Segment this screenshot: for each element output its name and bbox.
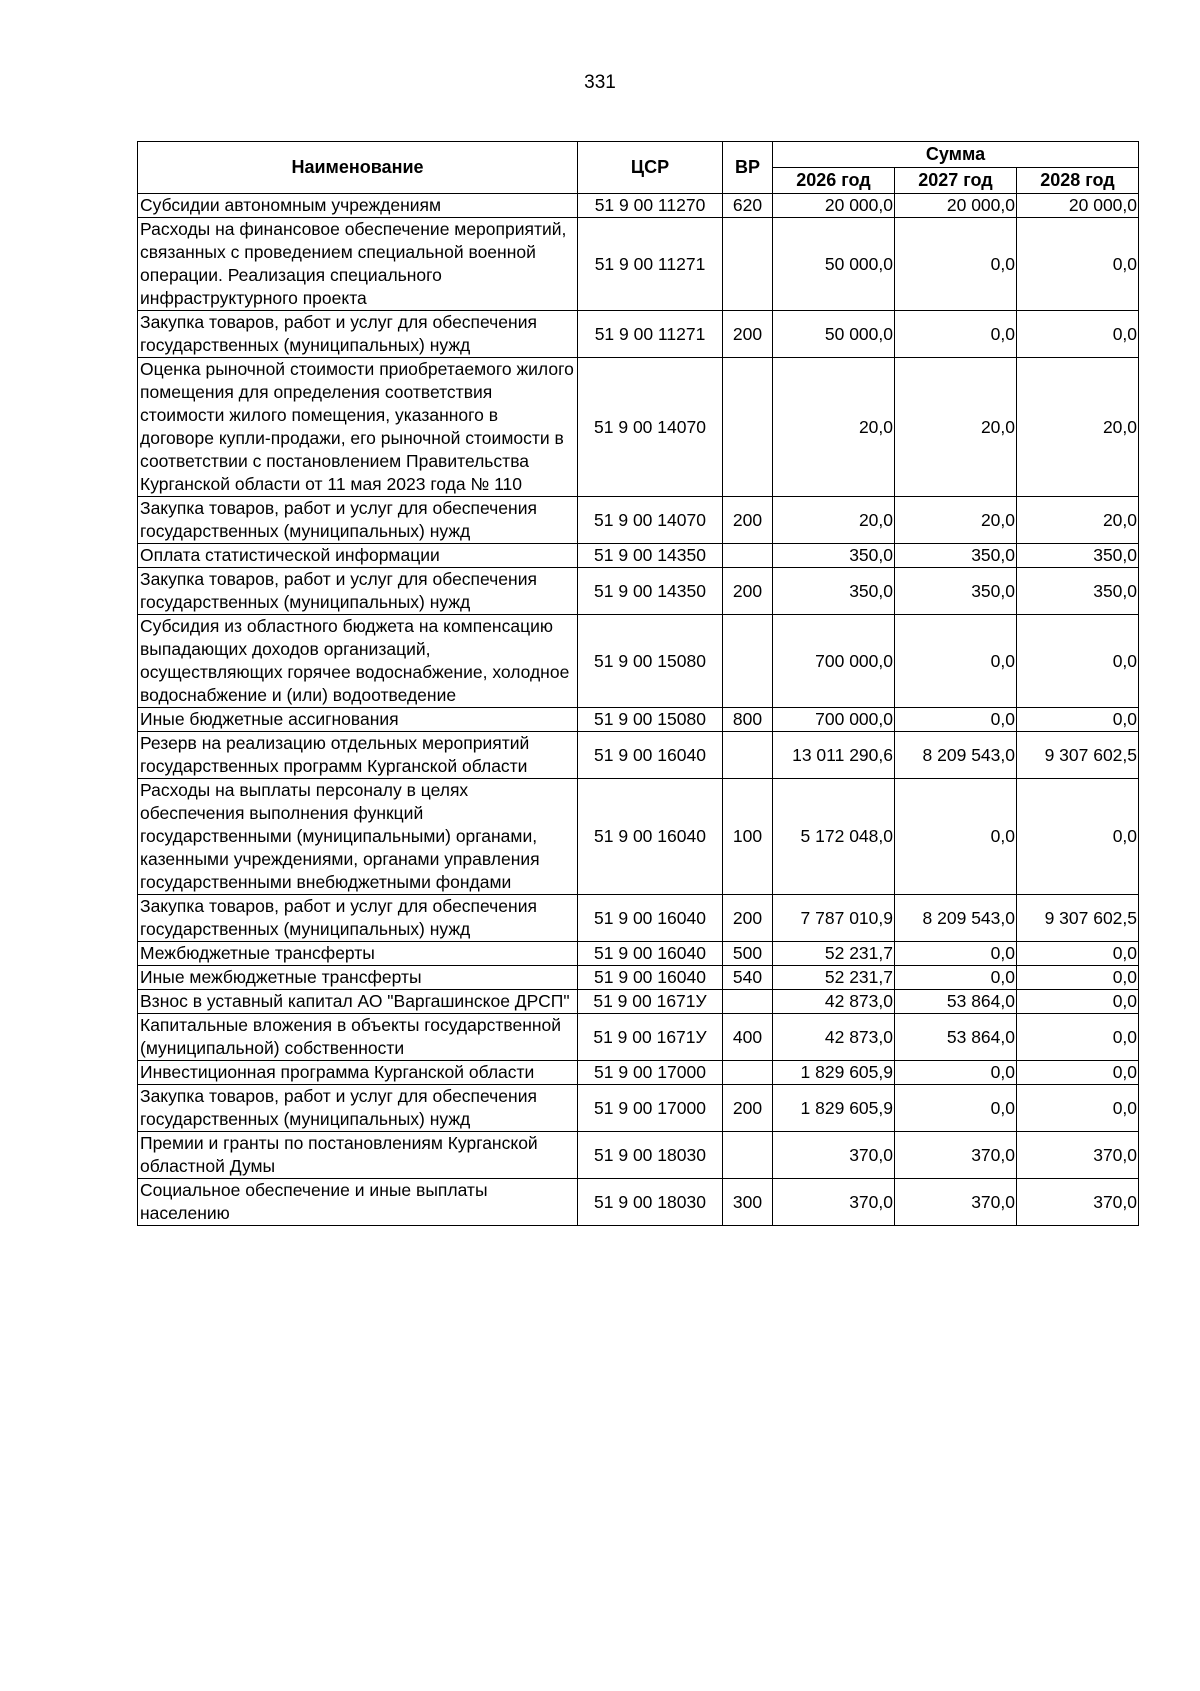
cell-vr: 400 [723,1014,773,1061]
cell-amount-2026: 52 231,7 [773,966,895,990]
table-row [138,311,1139,358]
cell-vr [723,990,773,1014]
cell-csr: 51 9 00 14070 [578,497,723,544]
budget-table [137,141,1139,1226]
cell-amount-2027: 0,0 [895,218,1017,311]
cell-name: Закупка товаров, работ и услуг для обеспечения государственных (муниципальных) нужд [138,895,578,942]
header-csr: ЦСР [578,142,723,194]
cell-name: Оценка рыночной стоимости приобретаемого жилого помещения для определения соответствия стоимости жилого помещения, указанного в договоре купли-продажи, его рыночной стоимости в соответствии с постановлением Правительства Курганской области от 11 мая 2023 года № 110 [138,358,578,497]
cell-vr: 800 [723,708,773,732]
header-vr: ВР [723,142,773,194]
cell-amount-2027: 0,0 [895,779,1017,895]
cell-amount-2027: 0,0 [895,615,1017,708]
cell-name: Межбюджетные трансферты [138,942,578,966]
cell-name: Социальное обеспечение и иные выплаты населению [138,1179,578,1226]
cell-amount-2028: 350,0 [1017,544,1139,568]
cell-csr: 51 9 00 17000 [578,1061,723,1085]
cell-amount-2028: 0,0 [1017,218,1139,311]
cell-amount-2028: 0,0 [1017,311,1139,358]
cell-csr: 51 9 00 16040 [578,779,723,895]
cell-amount-2028: 0,0 [1017,615,1139,708]
cell-amount-2028: 0,0 [1017,966,1139,990]
cell-amount-2028: 9 307 602,5 [1017,895,1139,942]
cell-amount-2028: 370,0 [1017,1132,1139,1179]
cell-name: Закупка товаров, работ и услуг для обеспечения государственных (муниципальных) нужд [138,1085,578,1132]
table-row [138,1179,1139,1226]
cell-amount-2027: 0,0 [895,311,1017,358]
cell-vr [723,218,773,311]
cell-vr [723,358,773,497]
table-row [138,1132,1139,1179]
cell-amount-2026: 350,0 [773,544,895,568]
cell-amount-2026: 20,0 [773,497,895,544]
cell-amount-2028: 0,0 [1017,942,1139,966]
cell-vr: 300 [723,1179,773,1226]
cell-amount-2026: 50 000,0 [773,311,895,358]
table-row [138,990,1139,1014]
cell-amount-2028: 9 307 602,5 [1017,732,1139,779]
table-row [138,358,1139,497]
cell-amount-2027: 370,0 [895,1179,1017,1226]
cell-vr [723,1061,773,1085]
cell-csr: 51 9 00 16040 [578,732,723,779]
cell-amount-2027: 0,0 [895,966,1017,990]
cell-amount-2026: 700 000,0 [773,708,895,732]
table-body [138,194,1139,1226]
cell-amount-2027: 0,0 [895,708,1017,732]
cell-amount-2027: 20,0 [895,497,1017,544]
cell-csr: 51 9 00 18030 [578,1179,723,1226]
header-sum: Сумма [773,142,1139,168]
cell-vr [723,732,773,779]
cell-amount-2027: 350,0 [895,568,1017,615]
cell-amount-2028: 0,0 [1017,1014,1139,1061]
cell-amount-2026: 700 000,0 [773,615,895,708]
cell-name: Взнос в уставный капитал АО "Варгашинское ДРСП" [138,990,578,1014]
header-year-2027: 2027 год [895,168,1017,194]
cell-name: Иные бюджетные ассигнования [138,708,578,732]
cell-amount-2026: 7 787 010,9 [773,895,895,942]
cell-vr [723,1132,773,1179]
cell-csr: 51 9 00 15080 [578,708,723,732]
cell-amount-2027: 53 864,0 [895,990,1017,1014]
cell-name: Расходы на выплаты персоналу в целях обеспечения выполнения функций государственными (муниципальными) органами, казенными учреждениями, органами управления государственными внебюджетными фондами [138,779,578,895]
cell-csr: 51 9 00 14070 [578,358,723,497]
cell-amount-2028: 350,0 [1017,568,1139,615]
cell-amount-2027: 0,0 [895,942,1017,966]
cell-amount-2026: 1 829 605,9 [773,1061,895,1085]
cell-amount-2026: 5 172 048,0 [773,779,895,895]
cell-name: Резерв на реализацию отдельных мероприятий государственных программ Курганской области [138,732,578,779]
cell-csr: 51 9 00 18030 [578,1132,723,1179]
cell-name: Субсидия из областного бюджета на компенсацию выпадающих доходов организаций, осуществляющих горячее водоснабжение, холодное водоснабжение и (или) водоотведение [138,615,578,708]
cell-vr: 620 [723,194,773,218]
cell-vr: 200 [723,568,773,615]
table-row [138,615,1139,708]
cell-csr: 51 9 00 11271 [578,218,723,311]
cell-amount-2028: 20,0 [1017,358,1139,497]
cell-csr: 51 9 00 16040 [578,942,723,966]
cell-vr: 200 [723,311,773,358]
cell-amount-2028: 0,0 [1017,708,1139,732]
cell-csr: 51 9 00 1671У [578,1014,723,1061]
cell-amount-2026: 13 011 290,6 [773,732,895,779]
cell-name: Премии и гранты по постановлениям Курганской областной Думы [138,1132,578,1179]
table-row [138,497,1139,544]
cell-amount-2027: 370,0 [895,1132,1017,1179]
table-row [138,708,1139,732]
table-row [138,732,1139,779]
cell-csr: 51 9 00 11270 [578,194,723,218]
cell-amount-2027: 8 209 543,0 [895,732,1017,779]
cell-amount-2026: 52 231,7 [773,942,895,966]
cell-amount-2028: 20 000,0 [1017,194,1139,218]
cell-name: Субсидии автономным учреждениям [138,194,578,218]
cell-amount-2028: 20,0 [1017,497,1139,544]
cell-amount-2028: 0,0 [1017,990,1139,1014]
cell-amount-2026: 42 873,0 [773,1014,895,1061]
cell-csr: 51 9 00 1671У [578,990,723,1014]
table-row [138,544,1139,568]
cell-amount-2028: 0,0 [1017,1061,1139,1085]
cell-vr: 200 [723,895,773,942]
cell-vr: 500 [723,942,773,966]
cell-name: Закупка товаров, работ и услуг для обеспечения государственных (муниципальных) нужд [138,311,578,358]
table-row [138,568,1139,615]
cell-name: Инвестиционная программа Курганской области [138,1061,578,1085]
cell-name: Закупка товаров, работ и услуг для обеспечения государственных (муниципальных) нужд [138,497,578,544]
cell-csr: 51 9 00 16040 [578,966,723,990]
cell-amount-2027: 53 864,0 [895,1014,1017,1061]
cell-amount-2027: 20 000,0 [895,194,1017,218]
cell-amount-2026: 20,0 [773,358,895,497]
cell-amount-2028: 0,0 [1017,1085,1139,1132]
cell-csr: 51 9 00 14350 [578,568,723,615]
cell-csr: 51 9 00 14350 [578,544,723,568]
cell-amount-2027: 0,0 [895,1061,1017,1085]
table-row [138,779,1139,895]
cell-name: Закупка товаров, работ и услуг для обеспечения государственных (муниципальных) нужд [138,568,578,615]
cell-csr: 51 9 00 11271 [578,311,723,358]
cell-csr: 51 9 00 15080 [578,615,723,708]
cell-amount-2028: 370,0 [1017,1179,1139,1226]
table-row [138,1014,1139,1061]
table-row [138,966,1139,990]
table-row [138,895,1139,942]
page-number: 331 [584,72,616,93]
cell-name: Расходы на финансовое обеспечение мероприятий, связанных с проведением специальной военной операции. Реализация специального инфраструктурного проекта [138,218,578,311]
cell-csr: 51 9 00 16040 [578,895,723,942]
table-row [138,942,1139,966]
cell-name: Иные межбюджетные трансферты [138,966,578,990]
table-row [138,218,1139,311]
cell-amount-2026: 350,0 [773,568,895,615]
cell-amount-2026: 370,0 [773,1179,895,1226]
cell-amount-2026: 370,0 [773,1132,895,1179]
cell-amount-2028: 0,0 [1017,779,1139,895]
cell-vr: 200 [723,1085,773,1132]
cell-name: Капитальные вложения в объекты государственной (муниципальной) собственности [138,1014,578,1061]
cell-name: Оплата статистической информации [138,544,578,568]
cell-csr: 51 9 00 17000 [578,1085,723,1132]
cell-amount-2026: 42 873,0 [773,990,895,1014]
cell-amount-2026: 50 000,0 [773,218,895,311]
header-year-2028: 2028 год [1017,168,1139,194]
cell-vr: 540 [723,966,773,990]
table-header [138,142,1139,194]
cell-vr: 100 [723,779,773,895]
cell-amount-2027: 8 209 543,0 [895,895,1017,942]
cell-amount-2026: 1 829 605,9 [773,1085,895,1132]
cell-vr [723,615,773,708]
cell-amount-2027: 0,0 [895,1085,1017,1132]
header-year-2026: 2026 год [773,168,895,194]
cell-amount-2027: 350,0 [895,544,1017,568]
table-row [138,1061,1139,1085]
cell-amount-2027: 20,0 [895,358,1017,497]
header-name: Наименование [138,142,578,194]
cell-vr: 200 [723,497,773,544]
cell-amount-2026: 20 000,0 [773,194,895,218]
table-row [138,194,1139,218]
table-row [138,1085,1139,1132]
cell-vr [723,544,773,568]
